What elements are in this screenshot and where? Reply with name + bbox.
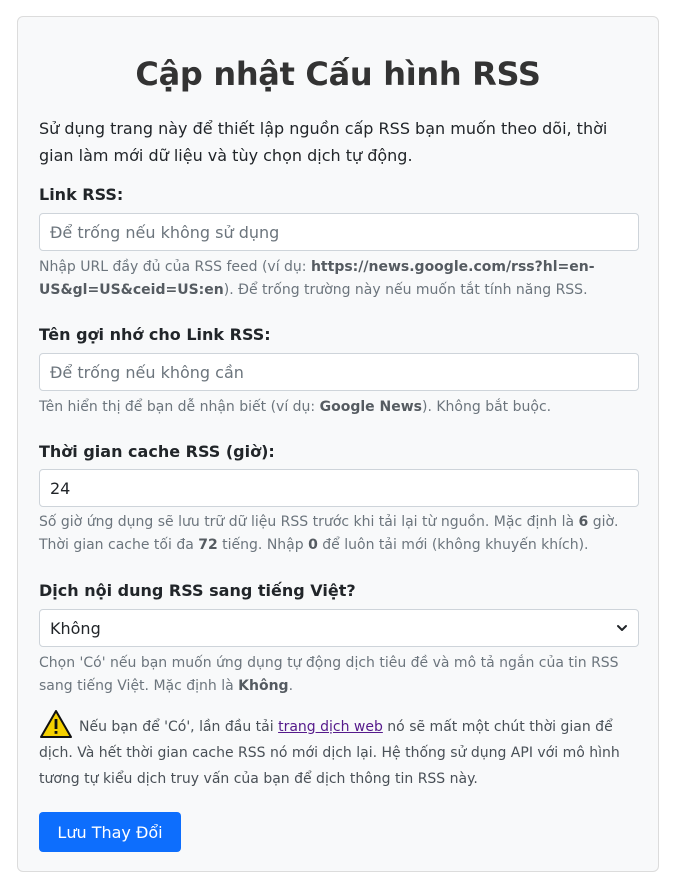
cache-time-label: Thời gian cache RSS (giờ): (39, 442, 275, 461)
rss-link-input[interactable] (39, 213, 639, 251)
rss-name-input[interactable] (39, 353, 639, 391)
save-button[interactable]: Lưu Thay Đổi (39, 812, 181, 852)
rss-link-help: Nhập URL đầy đủ của RSS feed (ví dụ: https://news.google.com/rss?hl=en-US&gl=US&ceid=US:en). Để trống trường này nếu muốn tắt tính năng RSS. (39, 259, 595, 298)
page-intro: Sử dụng trang này để thiết lập nguồn cấp RSS bạn muốn theo dõi, thời gian làm mới dữ liệu và tùy chọn dịch tự động. (39, 119, 608, 165)
warning-triangle-icon (39, 709, 73, 739)
page-title: Cập nhật Cấu hình RSS (135, 55, 541, 93)
translate-label: Dịch nội dung RSS sang tiếng Việt? (39, 581, 356, 600)
translate-selected-value: Không (50, 618, 101, 638)
cache-time-input[interactable] (39, 469, 639, 507)
translate-warning: Nếu bạn để 'Có', lần đầu tải trang dịch web nó sẽ mất một chút thời gian để dịch. Và hết thời gian cache RSS nó mới dịch lại. Hệ thống sử dụng API với mô hình tương tự kiểu dịch truy vấn của bạn để dịch thông tin RSS này. (39, 709, 639, 792)
translate-page-link[interactable]: trang dịch web (278, 719, 383, 735)
translate-help: Chọn 'Có' nếu bạn muốn ứng dụng tự động dịch tiêu đề và mô tả ngắn của tin RSS sang tiếng Việt. Mặc định là Không. (39, 655, 619, 694)
cache-time-help: Số giờ ứng dụng sẽ lưu trữ dữ liệu RSS trước khi tải lại từ nguồn. Mặc định là 6 giờ. Thời gian cache tối đa 72 tiếng. Nhập 0 để luôn tải mới (không khuyến khích). (39, 514, 619, 553)
rss-link-label: Link RSS: (39, 185, 124, 204)
translate-select[interactable] (39, 609, 639, 647)
rss-name-help: Tên hiển thị để bạn dễ nhận biết (ví dụ: Google News). Không bắt buộc. (39, 399, 552, 415)
chevron-down-icon (616, 622, 628, 634)
settings-card (17, 16, 659, 872)
rss-name-label: Tên gợi nhớ cho Link RSS: (39, 325, 271, 344)
